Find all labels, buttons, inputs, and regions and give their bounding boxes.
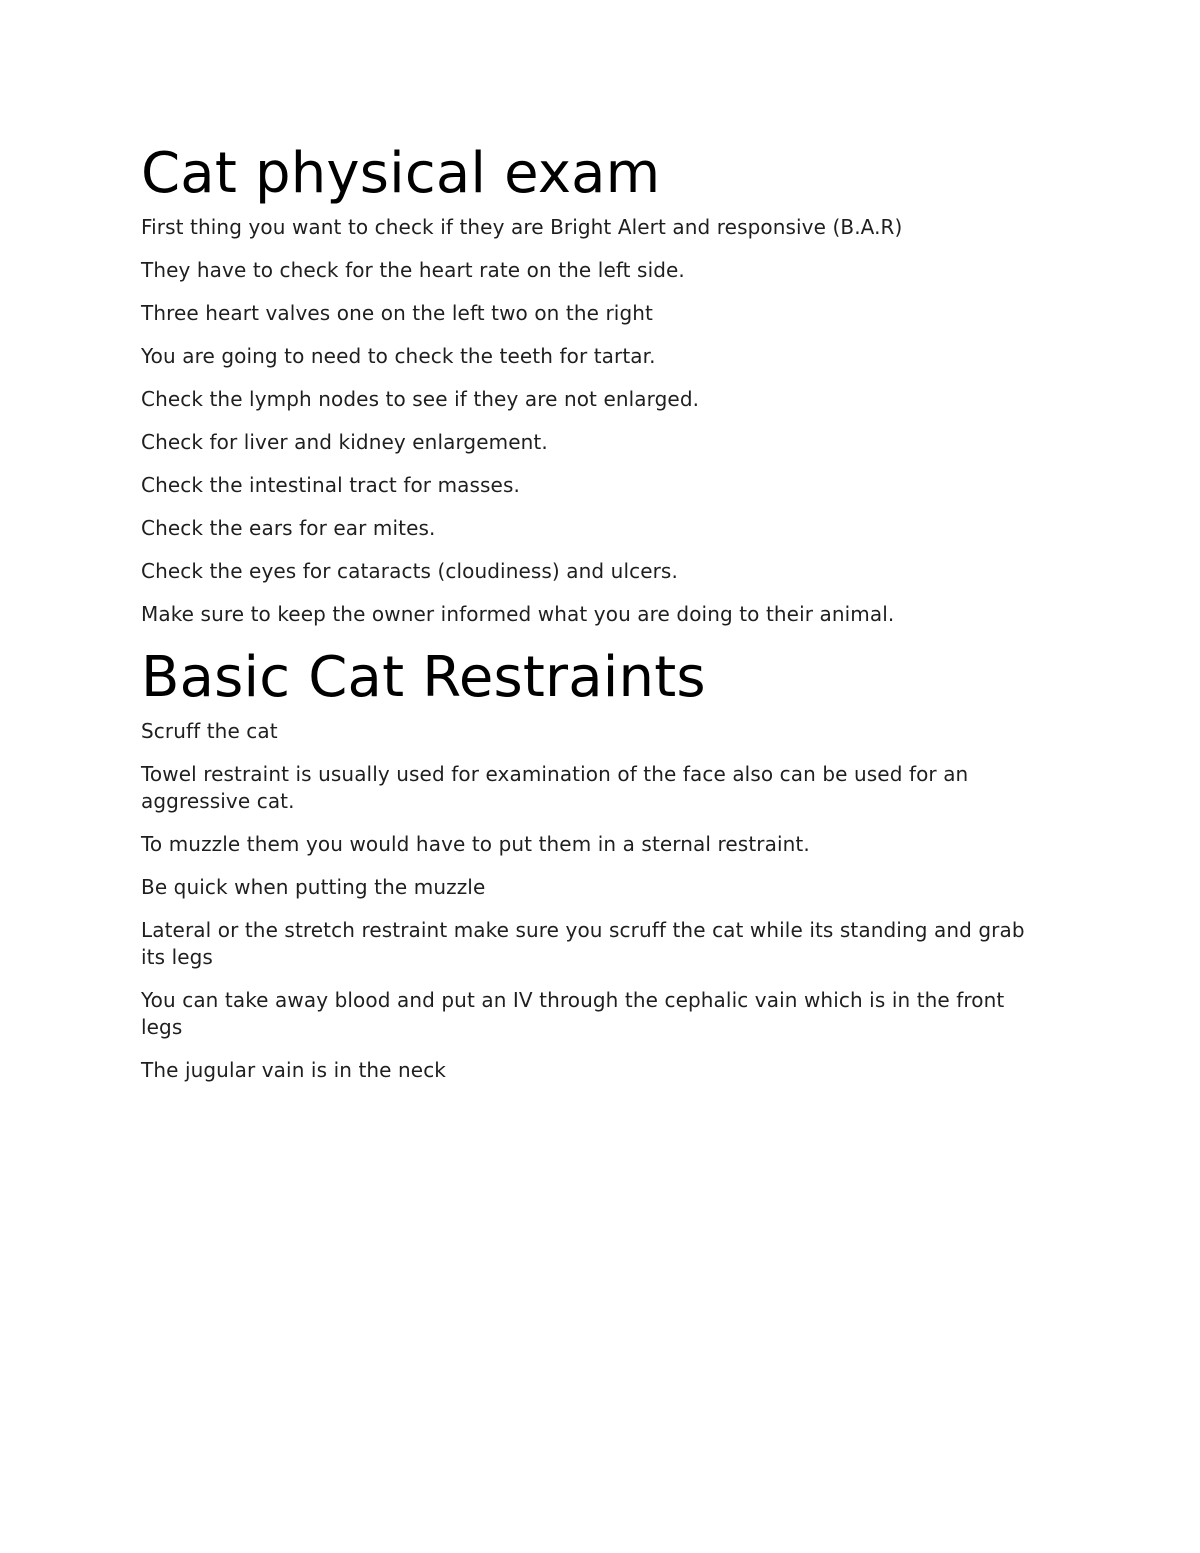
paragraph: To muzzle them you would have to put them in a sternal restraint. xyxy=(141,832,810,856)
paragraph: Check the lymph nodes to see if they are not enlarged. xyxy=(141,387,700,411)
paragraph: Towel restraint is usually used for examination of the face also can be used for an aggressive cat. xyxy=(141,762,969,813)
heading-cat-physical-exam: Cat physical exam xyxy=(141,141,661,206)
paragraph: Lateral or the stretch restraint make sure you scruff the cat while its standing and grab its legs xyxy=(141,918,1025,969)
heading-basic-cat-restraints: Basic Cat Restraints xyxy=(141,645,706,710)
paragraph: Check the eyes for cataracts (cloudiness) and ulcers. xyxy=(141,559,678,583)
paragraph: Check for liver and kidney enlargement. xyxy=(141,430,548,454)
paragraph: You are going to need to check the teeth for tartar. xyxy=(141,344,656,368)
paragraph: Make sure to keep the owner informed what you are doing to their animal. xyxy=(141,602,895,626)
document-body xyxy=(141,140,1041,1100)
paragraph: First thing you want to check if they are Bright Alert and responsive (B.A.R) xyxy=(141,215,903,239)
paragraph: Three heart valves one on the left two on the right xyxy=(141,301,653,325)
paragraph: They have to check for the heart rate on the left side. xyxy=(141,258,685,282)
paragraph: Be quick when putting the muzzle xyxy=(141,875,486,899)
paragraph: Check the ears for ear mites. xyxy=(141,516,436,540)
paragraph: The jugular vain is in the neck xyxy=(141,1058,446,1082)
paragraph: Check the intestinal tract for masses. xyxy=(141,473,520,497)
paragraph: Scruff the cat xyxy=(141,719,278,743)
paragraph: You can take away blood and put an IV through the cephalic vain which is in the front legs xyxy=(141,988,1005,1039)
